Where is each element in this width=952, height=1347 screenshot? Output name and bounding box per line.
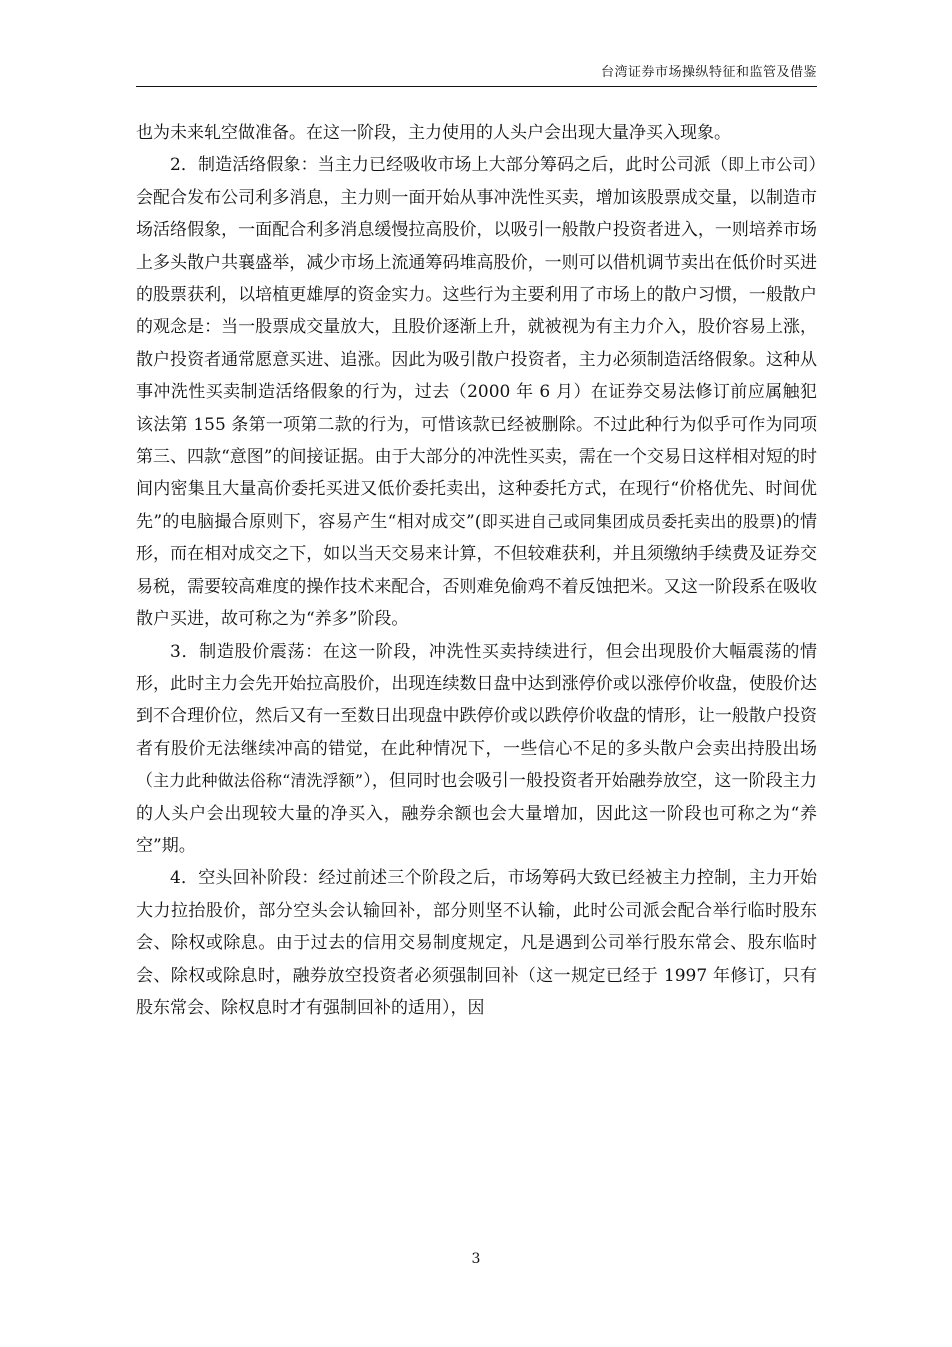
paragraph-continued: 也为未来轧空做准备。在这一阶段，主力使用的人头户会出现大量净买入现象。 xyxy=(136,123,731,143)
paragraph-2-active-illusion xyxy=(136,149,817,635)
paragraph-2-text-a: 2．制造活络假象：当主力已经吸收市场上大部分筹码之后，此时公司派（ xyxy=(170,155,728,176)
inline-note-listed-company: 即上市公司 xyxy=(728,155,809,175)
header-rule xyxy=(136,86,817,87)
running-header: 台湾证券市场操纵特征和监管及借鉴 xyxy=(600,65,817,80)
page-number: 3 xyxy=(471,1251,481,1267)
paragraph-4-short-covering: 4．空头回补阶段：经过前述三个阶段之后，市场筹码大致已经被主力控制，主力开始大力拉抬股价，部分空头会认输回补，部分则坚不认输，此时公司派会配合举行临时股东会、除权或除息。由于过去的信用交易制度规定，凡是遇到公司举行股东常会、股东临时会、除权或除息时，融券放空投资者必须强制回补（这一规定已经于 1997 年修订，只有股东常会、除权息时才有强制回补的适用），因 xyxy=(136,868,817,1018)
inline-note-clearing-float: 主力此种做法俗称“清洗浮额” xyxy=(153,771,364,791)
paragraph-2-text-c: )的情形，而在相对成交之下，如以当天交易来计算，不但较难获利，并且须缴纳手续费及证券交易税，需要较高难度的操作技术来配合，否则难免偷鸡不着反蚀把米。又这一阶段系在吸收散户买进，故可称之为“养多”阶段。 xyxy=(136,511,817,630)
paragraph-3-price-swings xyxy=(136,636,817,863)
paragraph-2-text-b: ）会配合发布公司利多消息，主力则一面开始从事冲洗性买卖，增加该股票成交量，以制造市场活络假象，一面配合利多消息缓慢拉高股价，以吸引一般散户投资者进入，一则培养市场上多头散户共襄盛举，减少市场上流通筹码堆高股价，一则可以借机调节卖出在低价时买进的股票获利，以培植更雄厚的资金实力。这些行为主要利用了市场上的散户习惯，一般散户的观念是：当一股票成交量放大，且股价逐渐上升，就被视为有主力介入，股价容易上涨，散户投资者通常愿意买进、追涨。因此为吸引散户投资者，主力必须制造活络假象。这种从事冲洗性买卖制造活络假象的行为，过去（2000 年 6 月）在证券交易法修订前应属触犯该法第 155 条第一项第二款的行为，可惜该款已经被删除。不过此种行为似乎可作为同项第三、四款“意图”的间接证据。由于大部分的冲洗性买卖，需在一个交易日这样相对短的时间内密集且大量高价委托买进又低价委托卖出，这种委托方式，在现行“价格优先、时间优先”的电脑撮合原则下，容易产生“相对成交”( xyxy=(136,155,817,532)
inline-note-matched-trade: 即买进自己或同集团成员委托卖出的股票 xyxy=(481,511,776,531)
body-text xyxy=(136,117,817,1024)
paragraph-3-text-a: 3．制造股价震荡：在这一阶段，冲洗性买卖持续进行，但会出现股价大幅震荡的情形，此时主力会先开始拉高股价，出现连续数日盘中达到涨停价或以涨停价收盘，使股价达到不合理价位，然后又有一至数日出现盘中跌停价或以跌停价收盘的情形，让一般散户投资者有股价无法继续冲高的错觉，在此种情况下，一些信心不足的多头散户会卖出持股出场（ xyxy=(136,641,817,792)
paragraph-3-text-b: ），但同时也会吸引一般投资者开始融券放空，这一阶段主力的人头户会出现较大量的净买入，融券余额也会大量增加，因此这一阶段也可称之为“养空”期。 xyxy=(136,771,817,856)
